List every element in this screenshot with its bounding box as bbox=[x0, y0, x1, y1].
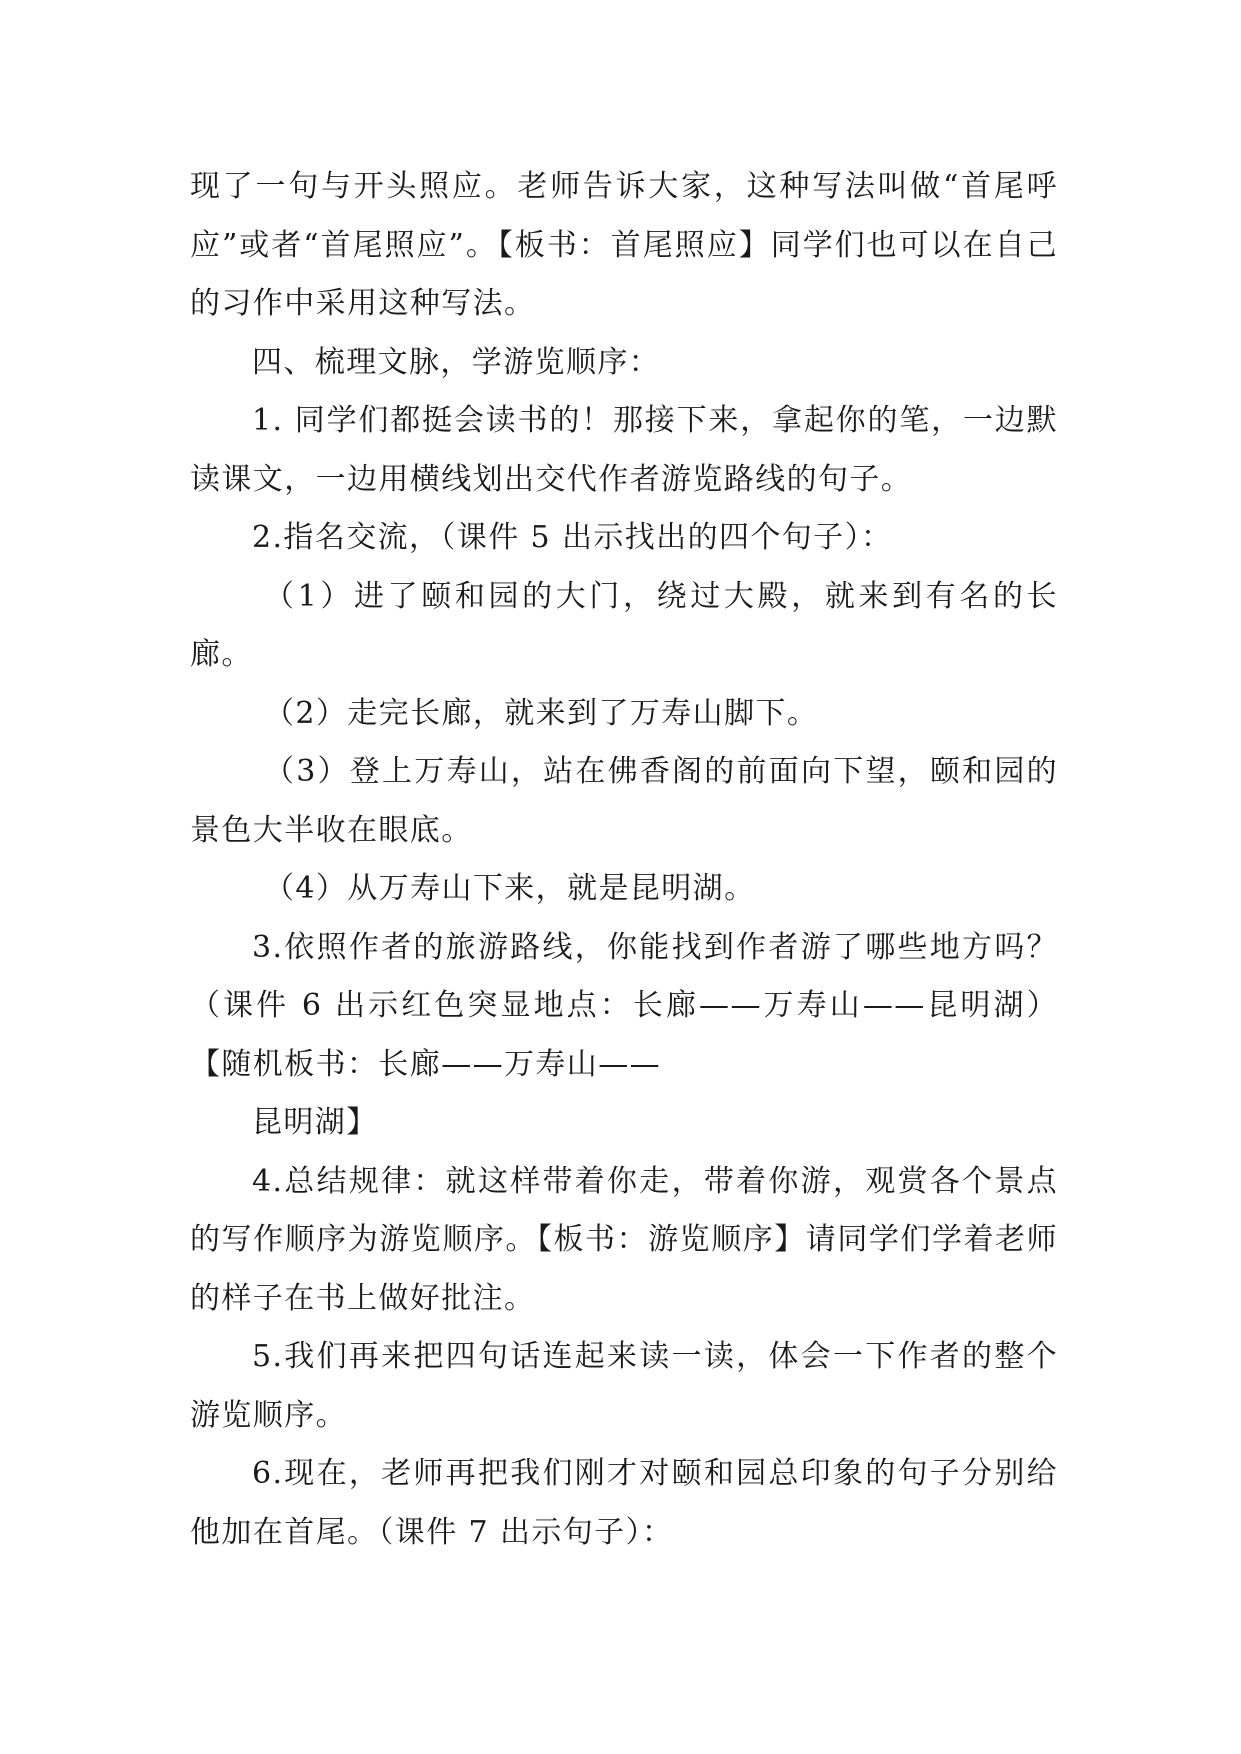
paragraph-step-3: 3.依照作者的旅游路线，你能找到作者游了哪些地方吗？（课件 6 出示红色突显地点：长廊——万寿山——昆明湖）【随机板书：长廊——万寿山—— bbox=[190, 929, 1058, 1082]
paragraph-step-3-tail: 昆明湖】 bbox=[252, 1105, 378, 1140]
paragraph-continuation: 现了一句与开头照应。老师告诉大家，这种写法叫做“首尾呼应”或者“首尾照应”。【板书：首尾照应】同学们也可以在自己的习作中采用这种写法。 bbox=[190, 169, 1058, 321]
paragraph-step-2: 2.指名交流，（课件 5 出示找出的四个句子）： bbox=[252, 520, 893, 555]
document-body bbox=[190, 158, 1058, 1562]
sentence-2: （2）走完长廊，就来到了万寿山脚下。 bbox=[264, 695, 819, 731]
paragraph-step-1: 1. 同学们都挺会读书的！那接下来，拿起你的笔，一边默读课文，一边用横线划出交代作者游览路线的句子。 bbox=[190, 403, 1058, 497]
paragraph-step-6: 6.现在，老师再把我们刚才对颐和园总印象的句子分别给他加在首尾。（课件 7 出示句子）： bbox=[190, 1456, 1058, 1550]
paragraph-step-4: 4.总结规律：就这样带着你走，带着你游，观赏各个景点的写作顺序为游览顺序。【板书：游览顺序】请同学们学着老师的样子在书上做好批注。 bbox=[190, 1163, 1058, 1316]
paragraph-step-5: 5.我们再来把四句话连起来读一读，体会一下作者的整个游览顺序。 bbox=[190, 1339, 1058, 1433]
sentence-3: （3）登上万寿山，站在佛香阁的前面向下望，颐和园的景色大半收在眼底。 bbox=[190, 754, 1058, 848]
section-heading-4: 四、梳理文脉，学游览顺序： bbox=[252, 344, 661, 380]
sentence-1: （1）进了颐和园的大门，绕过大殿，就来到有名的长廊。 bbox=[190, 578, 1058, 672]
sentence-4: （4）从万寿山下来，就是昆明湖。 bbox=[264, 871, 756, 906]
